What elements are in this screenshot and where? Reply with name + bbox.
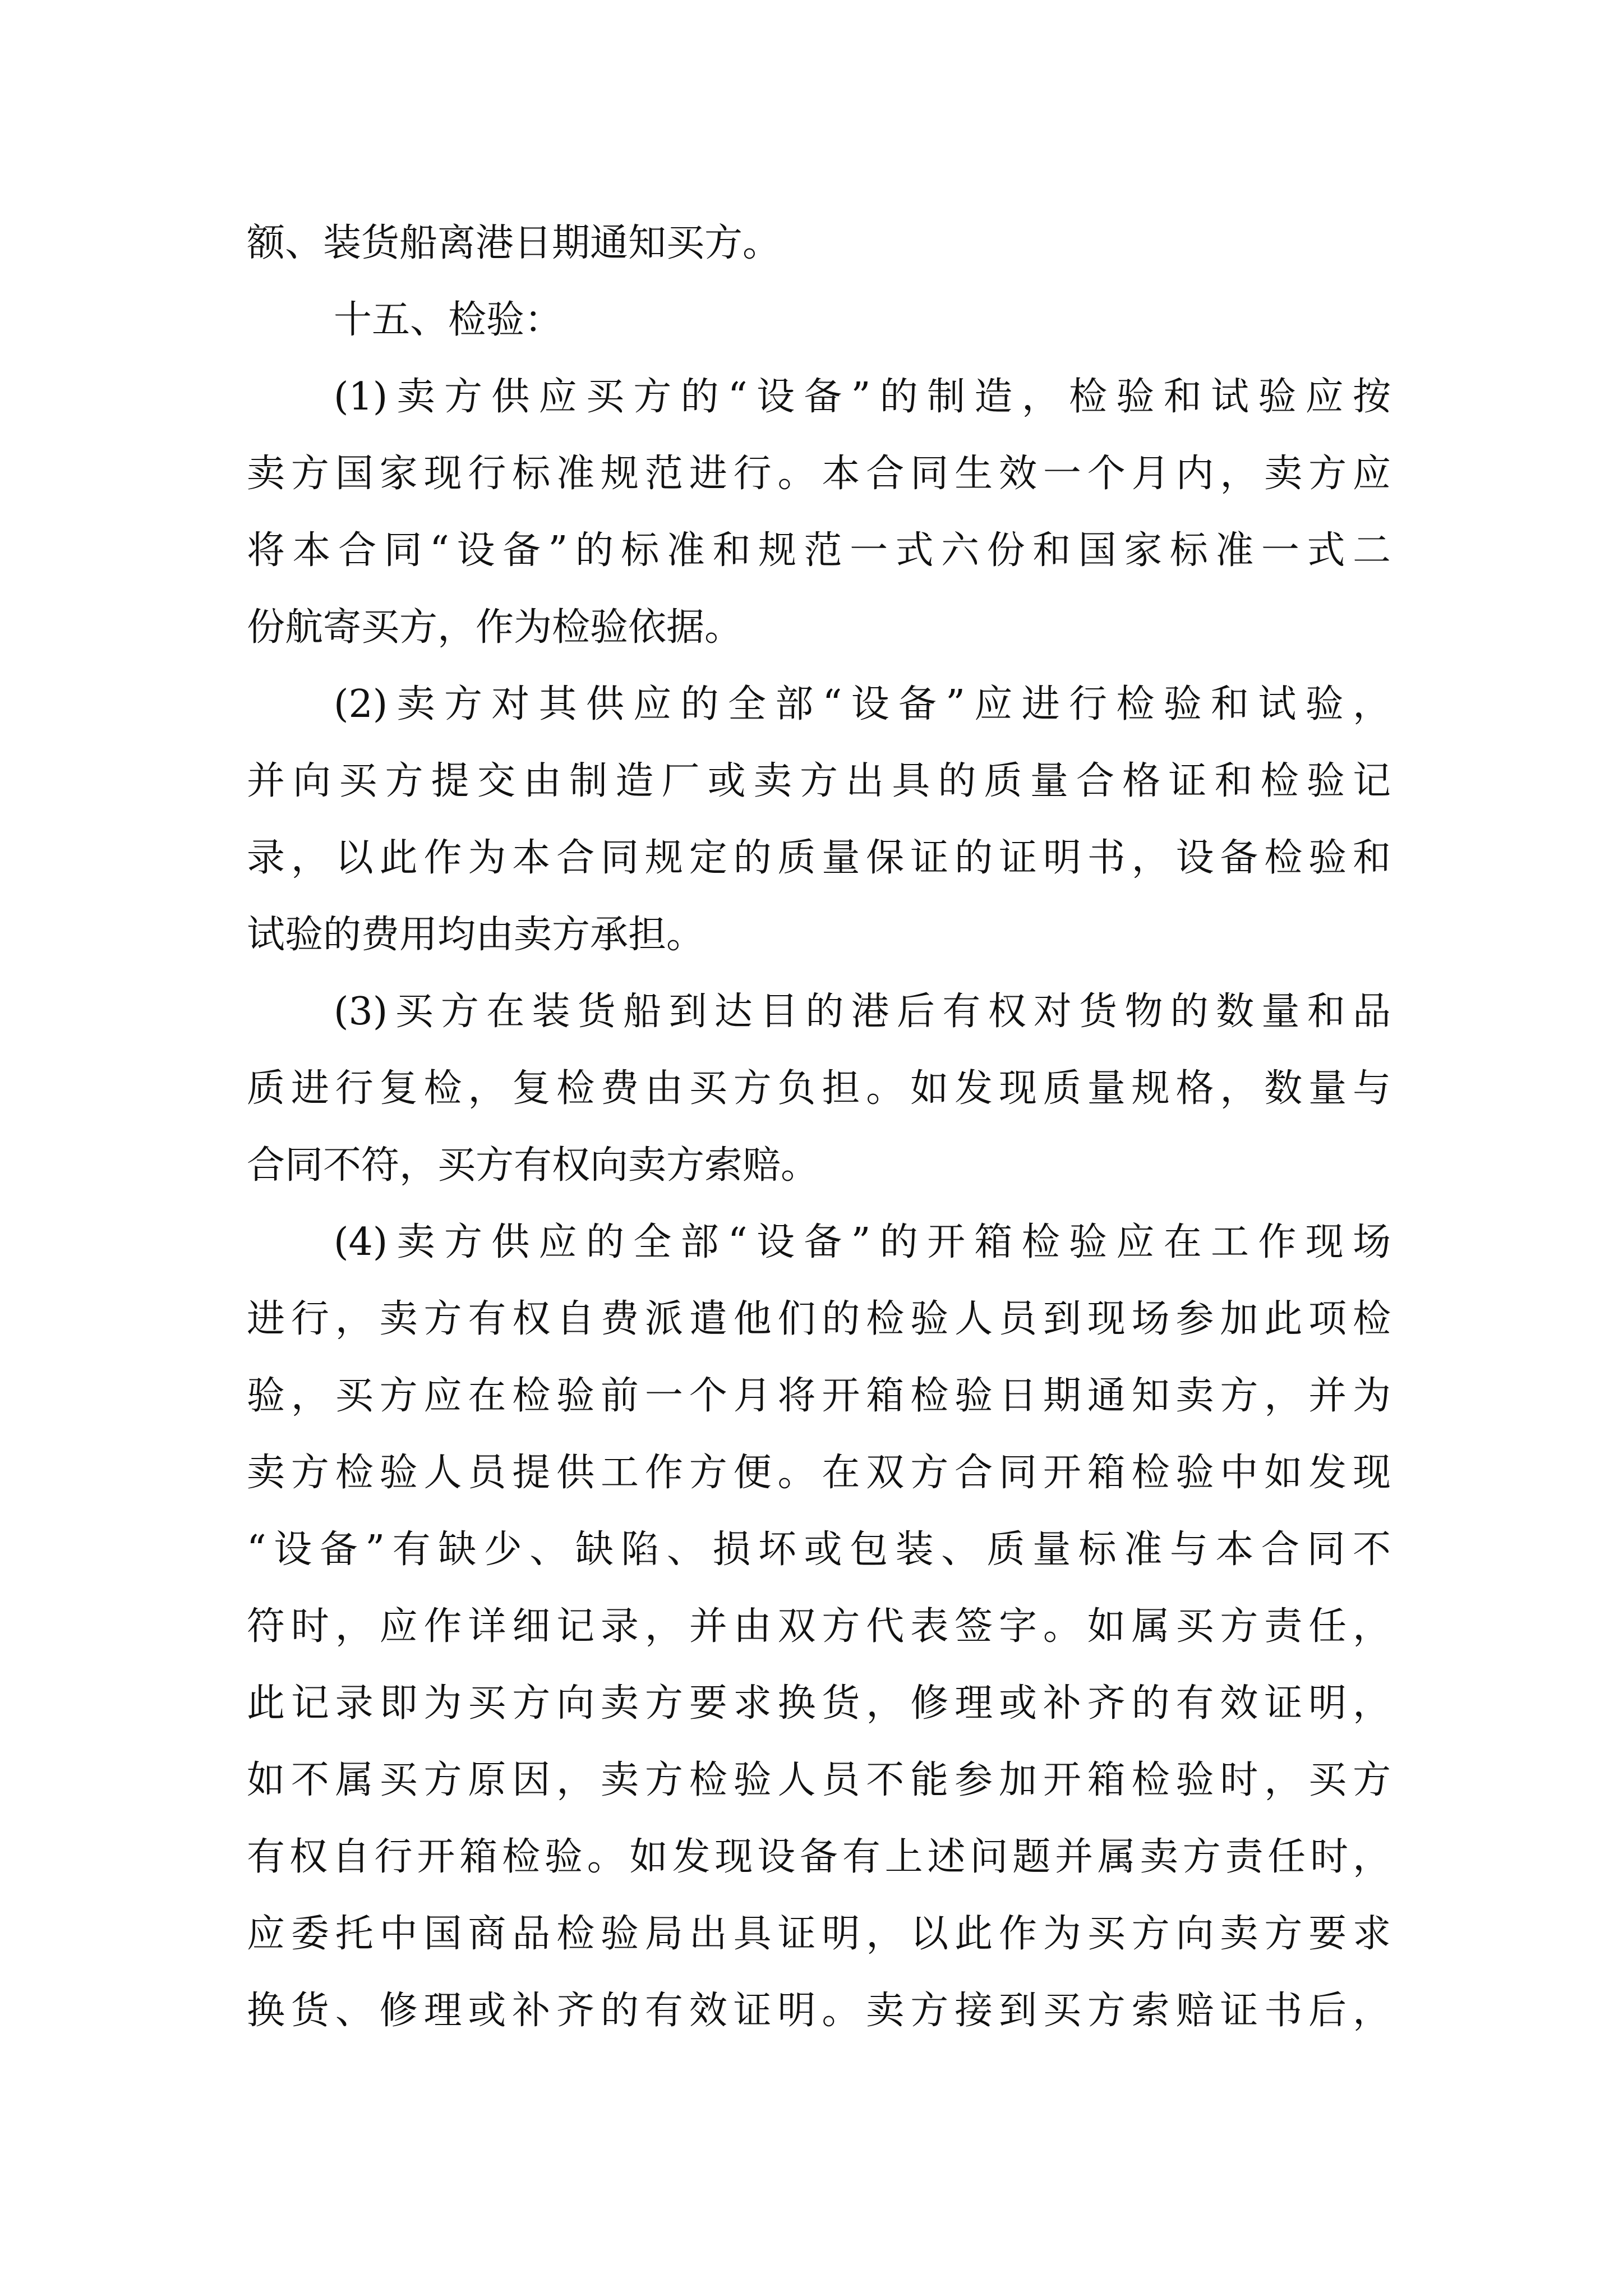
- text-line: 质进行复检，复检费由买方负担。如发现质量规格，数量与: [247, 1066, 1391, 1111]
- text-line: 并向买方提交由制造厂或卖方出具的质量合格证和检验记: [247, 759, 1391, 803]
- body-text: [247, 205, 1391, 2049]
- text-line: 换货、修理或补齐的有效证明。卖方接到买方索赔证书后，: [247, 1989, 1391, 2033]
- text-line: 份航寄买方，作为检验依据。: [247, 605, 743, 650]
- text-line: (4)卖方供应的全部“设备”的开箱检验应在工作现场: [334, 1220, 1391, 1264]
- text-line: 卖方检验人员提供工作方便。在双方合同开箱检验中如发现: [247, 1451, 1391, 1495]
- text-line: (3)买方在装货船到达目的港后有权对货物的数量和品: [334, 990, 1391, 1034]
- text-line: 额、装货船离港日期通知买方。: [247, 221, 781, 265]
- section-heading: 十五、检验：: [334, 298, 563, 342]
- text-line: 如不属买方原因，卖方检验人员不能参加开箱检验时，买方: [247, 1758, 1391, 1802]
- text-line: 符时，应作详细记录，并由双方代表签字。如属买方责任，: [247, 1604, 1391, 1649]
- text-line: 试验的费用均由卖方承担。: [247, 913, 705, 957]
- text-line: 录，以此作为本合同规定的质量保证的证明书，设备检验和: [247, 836, 1391, 880]
- text-line: 应委托中国商品检验局出具证明，以此作为买方向卖方要求: [247, 1912, 1391, 1956]
- text-line: 合同不符，买方有权向卖方索赔。: [247, 1143, 819, 1188]
- text-line: 进行，卖方有权自费派遣他们的检验人员到现场参加此项检: [247, 1297, 1391, 1341]
- text-line: 卖方国家现行标准规范进行。本合同生效一个月内，卖方应: [247, 452, 1391, 496]
- text-line: 将本合同“设备”的标准和规范一式六份和国家标准一式二: [247, 528, 1391, 573]
- text-line: “设备”有缺少、缺陷、损坏或包装、质量标准与本合同不: [247, 1527, 1391, 1572]
- text-line: 此记录即为买方向卖方要求换货，修理或补齐的有效证明，: [247, 1681, 1391, 1726]
- text-line: (1)卖方供应买方的“设备”的制造，检验和试验应按: [334, 375, 1391, 419]
- text-line: 有权自行开箱检验。如发现设备有上述问题并属卖方责任时，: [247, 1835, 1391, 1879]
- text-line: 验，买方应在检验前一个月将开箱检验日期通知卖方，并为: [247, 1374, 1391, 1418]
- text-line: (2)卖方对其供应的全部“设备”应进行检验和试验，: [334, 682, 1391, 726]
